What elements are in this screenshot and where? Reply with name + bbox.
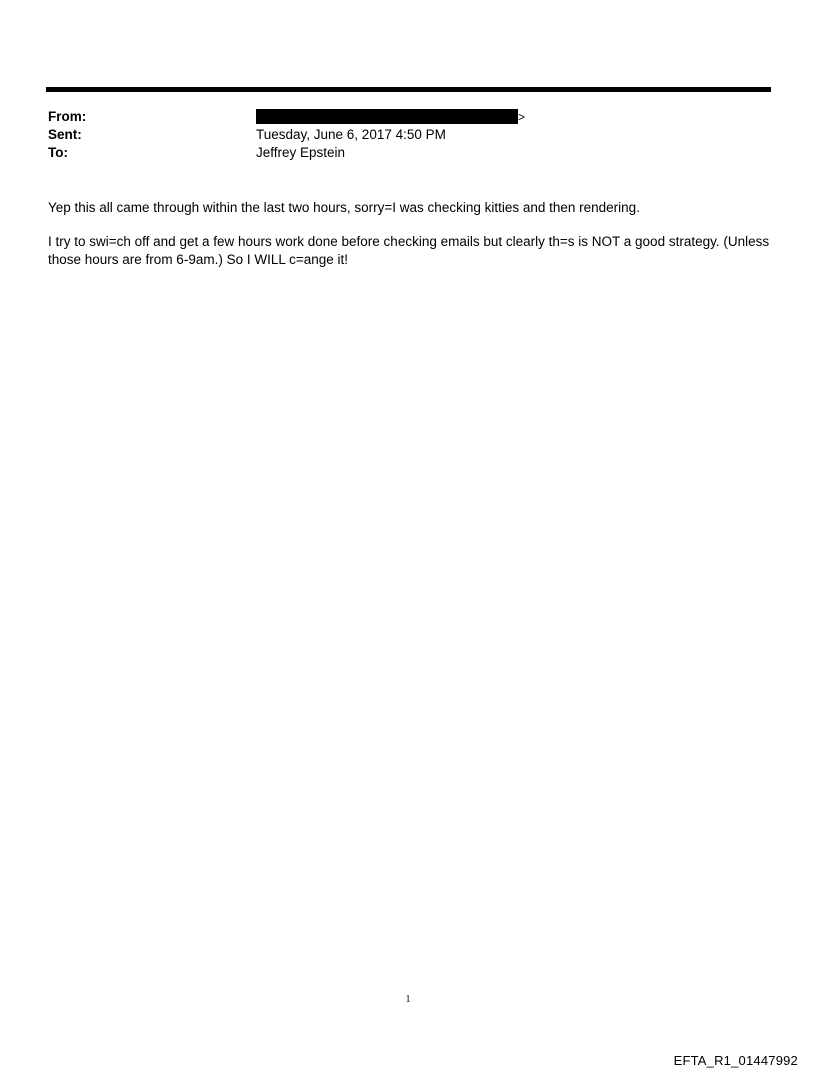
from-label: From: [48, 109, 87, 124]
sent-label: Sent: [48, 127, 82, 142]
to-value: Jeffrey Epstein [256, 145, 346, 160]
header-rule [46, 87, 771, 92]
body-paragraph: Yep this all came through within the last two hours, sorry=I was checking kitties and then rendering. [48, 200, 640, 215]
sent-value: Tuesday, June 6, 2017 4:50 PM [256, 127, 446, 142]
to-label: To: [48, 145, 68, 160]
redaction-block [256, 109, 518, 124]
from-suffix: > [518, 110, 526, 124]
bates-number: EFTA_R1_01447992 [673, 1053, 798, 1068]
page-number: 1 [405, 994, 411, 1005]
body-paragraph: I try to swi=ch off and get a few hours work done before checking emails but clearly th=s is NOT a good strategy. (Unless those hours are from 6-9am.) So I WILL c=ange it! [48, 234, 770, 267]
